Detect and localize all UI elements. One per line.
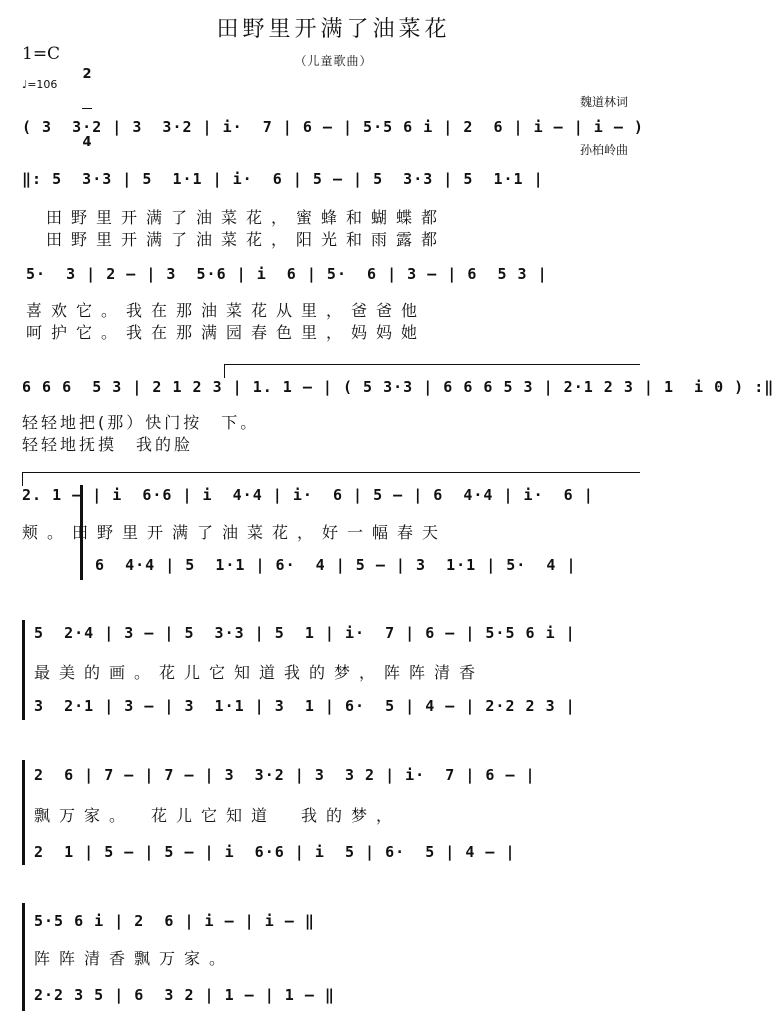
notation-row-8-lower: 2·2 3 5 | 6 3 2 | 1 – | 1 – ‖ [34,986,335,1004]
system-brace-3 [22,760,25,865]
notation-row-5-lower: 6 4·4 | 5 1·1 | 6· 4 | 5 – | 3 1·1 | 5· 4 | [95,556,577,574]
time-signature-top: 2 [82,67,92,82]
first-ending-bracket [224,364,640,365]
notation-row-8-upper: 5·5 6 i | 2 6 | i – | i – ‖ [34,912,315,930]
notation-row-7-lower: 2 1 | 5 – | 5 – | i 6·6 | i 5 | 6· 5 | 4 – | [34,843,516,861]
composer-credit: 孙柏岭曲 [580,143,629,157]
key-signature: 1=C [22,44,61,64]
notation-row-4: 6 6 6 5 3 | 2 1 2 3 | 1. 1 – | ( 5 3·3 | 6 6 6 5 3 | 2·1 2 3 | 1 i 0 ) :‖ [22,378,774,396]
system-brace-2 [22,620,25,720]
time-signature-divider [82,108,92,109]
song-subtitle: （儿童歌曲） [294,54,373,68]
lyric-row-3-verse-1: 喜欢它。我在那油菜花从里，爸爸他 [26,301,427,320]
lyric-row-7: 飘万家。 花儿它知道 我的梦， [34,806,402,825]
system-brace-4 [22,903,25,1011]
notation-row-7-upper: 2 6 | 7 – | 7 – | 3 3·2 | 3 3 2 | i· 7 | 6 – | [34,766,536,784]
tempo-marking: ♩=106 [22,78,58,91]
lyric-row-2-verse-1: 田野里开满了油菜花，蜜蜂和蝴蝶都 [46,208,447,227]
lyric-row-8: 阵阵清香飘万家。 [34,949,235,968]
second-ending-bracket-left [22,472,23,486]
notation-row-5-upper: 2. 1 – | i 6·6 | i 4·4 | i· 6 | 5 – | 6 4·4 | i· 6 | [22,486,594,504]
lyric-row-4-verse-1: 轻轻地把(那）快门按 下。 [22,413,260,432]
second-ending-bracket [22,472,640,473]
lyric-row-2-verse-2: 田野里开满了油菜花，阳光和雨露都 [46,230,447,249]
lyric-row-6: 最美的画。花儿它知道我的梦，阵阵清香 [34,663,485,682]
notation-row-3: 5· 3 | 2 – | 3 5·6 | i 6 | 5· 6 | 3 – | 6 5 3 | [26,265,548,283]
notation-row-6-upper: 5 2·4 | 3 – | 5 3·3 | 5 1 | i· 7 | 6 – | 5·5 6 i | [34,624,576,642]
first-ending-bracket-left [224,364,225,378]
time-signature-bottom: 4 [82,135,92,150]
lyric-row-4-verse-2: 轻轻地抚摸 我的脸 [22,435,194,454]
time-signature [82,42,92,162]
notation-row-6-lower: 3 2·1 | 3 – | 3 1·1 | 3 1 | 6· 5 | 4 – | 2·2 2 3 | [34,697,576,715]
lyricist-credit: 魏道林词 [580,95,629,109]
song-title: 田野里开满了油菜花 [216,17,451,42]
lyric-row-3-verse-2: 呵护它。我在那满园春色里，妈妈她 [26,323,427,342]
lyric-row-5: 颊。田野里开满了油菜花，好一幅春天 [22,523,448,542]
notation-row-2: ‖: 5 3·3 | 5 1·1 | i· 6 | 5 – | 5 3·3 | 5 1·1 | [22,170,544,188]
notation-row-1: ( 3 3·2 | 3 3·2 | i· 7 | 6 – | 5·5 6 i | 2 6 | i – | i – ) [22,118,644,136]
